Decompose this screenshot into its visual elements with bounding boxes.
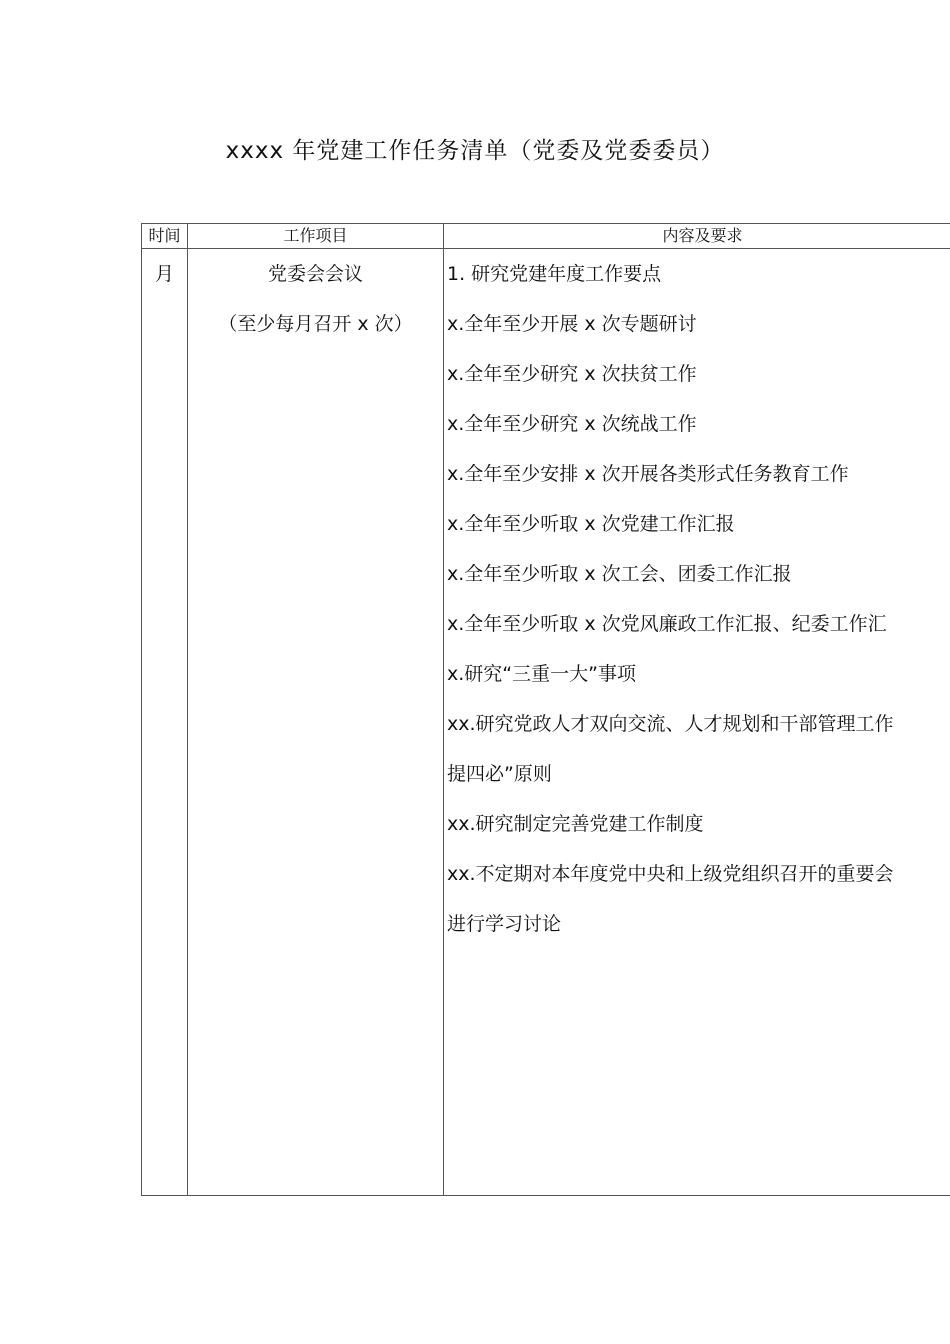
work-item-frequency: （至少每月召开 x 次） [218,313,413,335]
content-line: 提四必”原则 [447,763,552,785]
content-line: x.全年至少研究 x 次统战工作 [447,413,697,435]
content-line: x.研究“三重一大”事项 [447,663,636,685]
content-line: xx.研究制定完善党建工作制度 [447,813,704,835]
content-line: x.全年至少开展 x 次专题研讨 [447,313,697,335]
time-cell [142,249,188,1196]
content-line: x.全年至少听取 x 次党建工作汇报 [447,513,735,535]
content-line: xx.不定期对本年度党中央和上级党组织召开的重要会 [447,863,894,885]
document-title: xxxx 年党建工作任务清单（党委及党委委员） [225,138,725,164]
task-table [141,223,950,1196]
header-content-requirements: 内容及要求 [444,224,950,249]
time-value: 月 [154,263,174,285]
work-item-title: 党委会会议 [267,263,363,285]
content-line: x.全年至少听取 x 次工会、团委工作汇报 [447,563,792,585]
content-line: 进行学习讨论 [447,913,562,935]
content-line: x.全年至少听取 x 次党风廉政工作汇报、纪委工作汇 [447,613,887,635]
header-time: 时间 [142,224,188,249]
content-cell [444,249,950,1196]
content-line: 1. 研究党建年度工作要点 [447,263,662,285]
header-work-item: 工作项目 [188,224,444,249]
table-header-row [142,224,950,249]
work-item-cell [188,249,444,1196]
content-line: x.全年至少研究 x 次扶贫工作 [447,363,697,385]
content-line: x.全年至少安排 x 次开展各类形式任务教育工作 [447,463,849,485]
table-row [142,249,950,1196]
content-line: xx.研究党政人才双向交流、人才规划和干部管理工作 [447,713,894,735]
